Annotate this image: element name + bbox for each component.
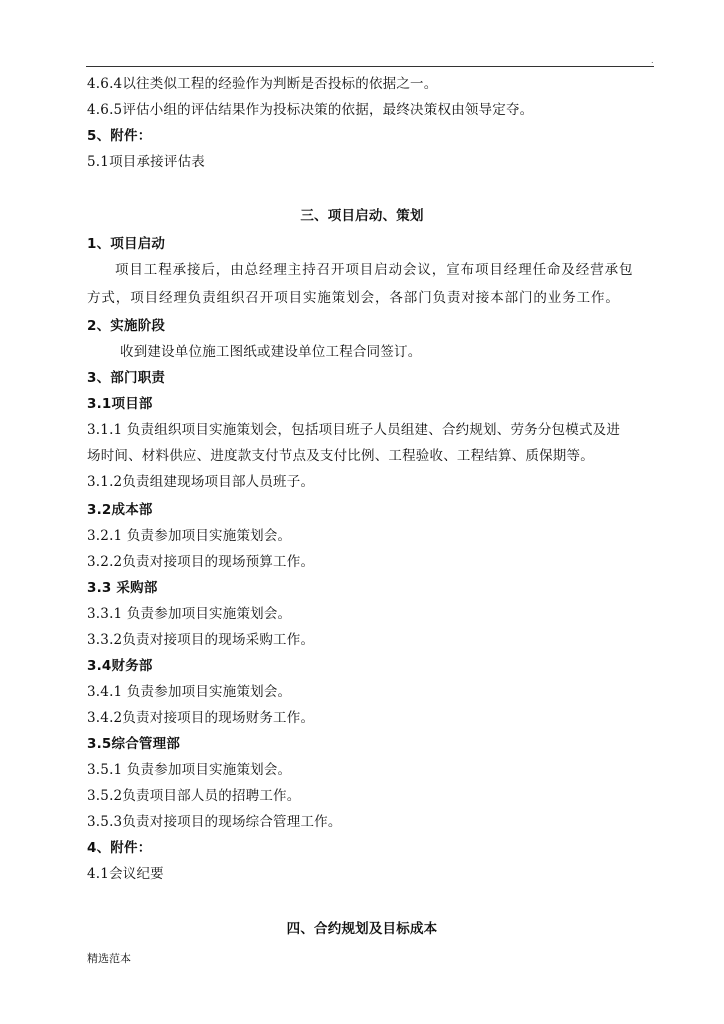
clause-3-3-2: 3.3.2负责对接项目的现场采购工作。: [87, 632, 315, 648]
clause-3-5-2: 3.5.2负责项目部人员的招聘工作。: [87, 788, 301, 804]
clause-4-6-4: 4.6.4以往类似工程的经验作为判断是否投标的依据之一。: [87, 76, 438, 92]
clause-3-1-2: 3.1.2负责组建现场项目部人员班子。: [87, 474, 315, 490]
clause-3-5-3: 3.5.3负责对接项目的现场综合管理工作。: [87, 814, 342, 830]
heading-cost-dept: 3.2成本部: [87, 502, 153, 518]
heading-project-start: 1、项目启动: [87, 236, 166, 252]
clause-4-6-5: 4.6.5评估小组的评估结果作为投标决策的依据，最终决策权由领导定夺。: [87, 102, 534, 118]
section-attachments-4: 4、附件：: [87, 840, 152, 856]
paragraph-start-line1: 项目工程承接后，由总经理主持召开项目启动会议，宣布项目经理任命及经营承包: [115, 262, 634, 278]
header-mark: .: [651, 56, 654, 65]
paragraph-start-line2: 方式，项目经理负责组织召开项目实施策划会，各部门负责对接本部门的业务工作。: [87, 290, 620, 306]
heading-dept-duties: 3、部门职责: [87, 370, 166, 386]
clause-3-2-2: 3.2.2负责对接项目的现场预算工作。: [87, 554, 315, 570]
clause-3-4-2: 3.4.2负责对接项目的现场财务工作。: [87, 710, 315, 726]
clause-3-4-1: 3.4.1 负责参加项目实施策划会。: [87, 684, 292, 700]
heading-project-dept: 3.1项目部: [87, 396, 153, 412]
clause-3-2-1: 3.2.1 负责参加项目实施策划会。: [87, 528, 292, 544]
clause-3-3-1: 3.3.1 负责参加项目实施策划会。: [87, 606, 292, 622]
clause-3-1-1-line1: 3.1.1 负责组织项目实施策划会，包括项目班子人员组建、合约规划、劳务分包模式及进: [87, 422, 621, 438]
chapter-title-3: 三、项目启动、策划: [300, 208, 424, 224]
chapter-title-4: 四、合约规划及目标成本: [286, 921, 438, 937]
heading-admin-dept: 3.5综合管理部: [87, 736, 181, 752]
heading-implementation: 2、实施阶段: [87, 318, 166, 334]
clause-3-1-1-line2: 场时间、材料供应、进度款支付节点及支付比例、工程验收、工程结算、质保期等。: [87, 448, 594, 464]
attachment-5-1: 5.1项目承接评估表: [87, 154, 205, 170]
clause-3-5-1: 3.5.1 负责参加项目实施策划会。: [87, 762, 292, 778]
heading-purchasing-dept: 3.3 采购部: [87, 580, 158, 596]
header-rule: [86, 66, 654, 67]
heading-finance-dept: 3.4财务部: [87, 658, 153, 674]
attachment-4-1: 4.1会议纪要: [87, 866, 164, 882]
footer-label: 精选范本: [87, 952, 131, 965]
paragraph-implementation: 收到建设单位施工图纸或建设单位工程合同签订。: [120, 344, 422, 360]
section-attachments-5: 5、附件：: [87, 128, 152, 144]
